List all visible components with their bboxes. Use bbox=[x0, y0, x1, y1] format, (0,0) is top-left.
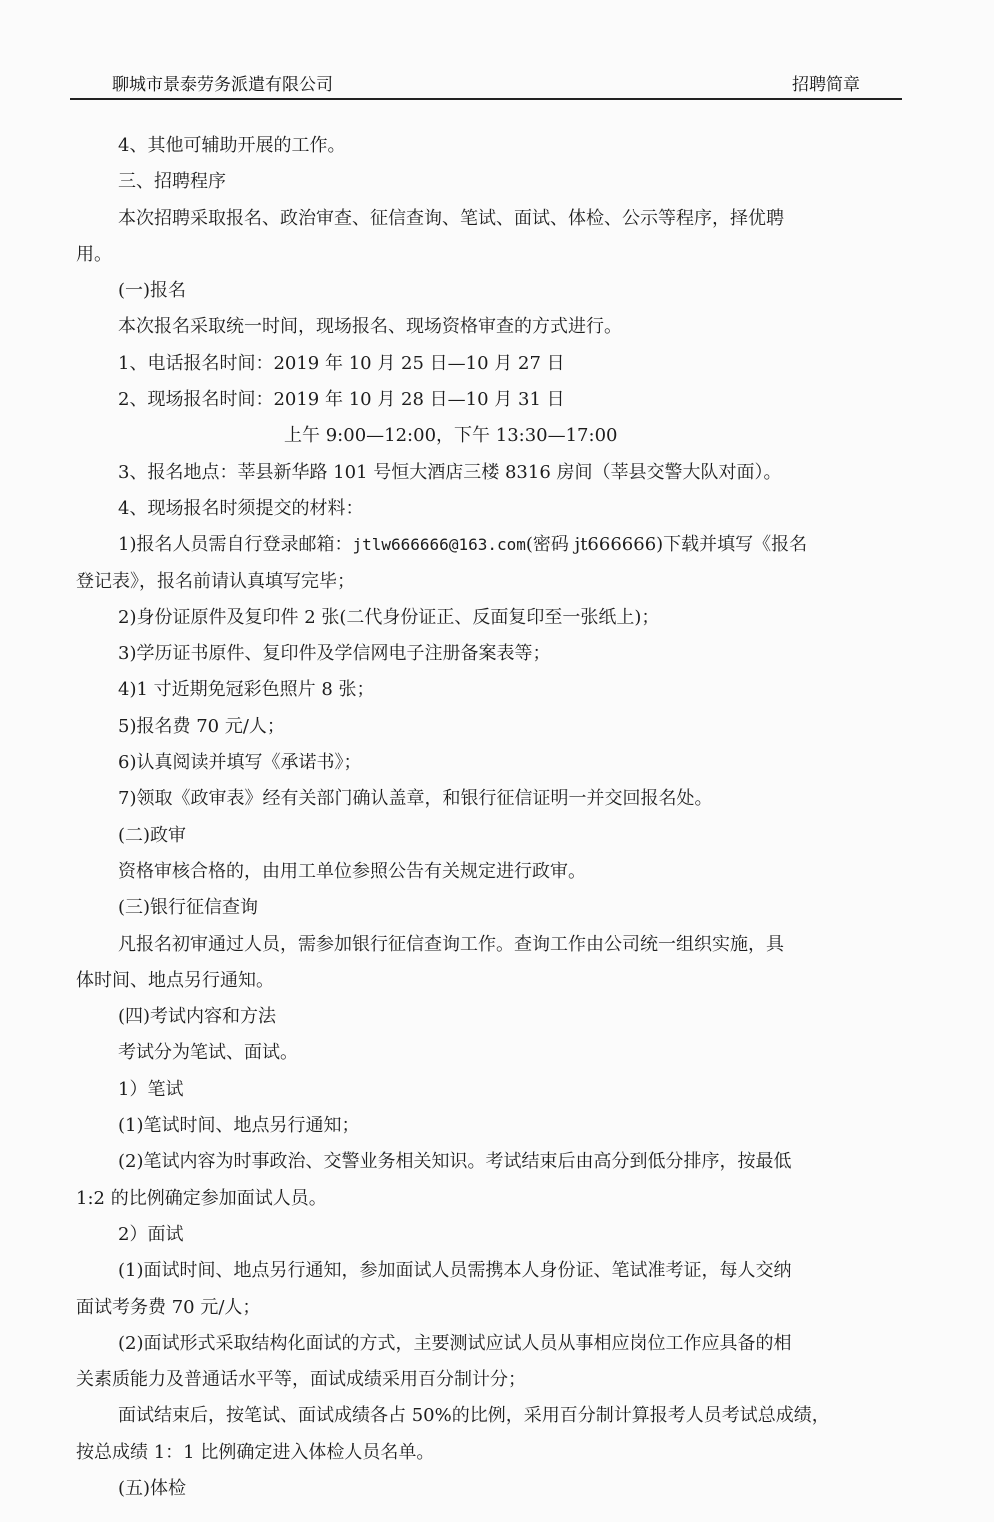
paragraph-line: 1、电话报名时间：2019 年 10 月 25 日—10 月 27 日 bbox=[118, 352, 565, 374]
paragraph-line bbox=[76, 527, 902, 563]
paragraph-line: 登记表》，报名前请认真填写完毕； bbox=[76, 570, 355, 592]
paragraph-line: 面试结束后，按笔试、面试成绩各占 50%的比例，采用百分制计算报考人员考试总成绩， bbox=[118, 1405, 830, 1427]
list-item: (2)笔试内容为时事政治、交警业务相关知识。考试结束后由高分到低分排序，按最低 bbox=[118, 1151, 792, 1173]
paragraph-line: 上午 9:00—12:00，下午 13:30—17:00 bbox=[284, 425, 618, 447]
list-item: (1)面试时间、地点另行通知，参加面试人员需携本人身份证、笔试准考证，每人交纳 bbox=[118, 1260, 792, 1282]
paragraph-line: 凡报名初审通过人员，需参加银行征信查询工作。查询工作由公司统一组织实施，具 bbox=[118, 933, 784, 955]
page-header bbox=[70, 66, 902, 100]
paragraph-line: 按总成绩 1：1 比例确定进入体检人员名单。 bbox=[76, 1441, 435, 1463]
paragraph-line: 3、报名地点：莘县新华路 101 号恒大酒店三楼 8316 房间（莘县交警大队对面）。 bbox=[118, 461, 782, 483]
paragraph-line: 体时间、地点另行通知。 bbox=[76, 969, 274, 991]
subsection-heading: (四)考试内容和方法 bbox=[118, 1006, 277, 1028]
list-item: (2)面试形式采取结构化面试的方式，主要测试应试人员从事相应岗位工作应具备的相 bbox=[118, 1332, 792, 1354]
paragraph-line: 关素质能力及普通话水平等，面试成绩采用百分制计分； bbox=[76, 1369, 526, 1391]
email-address: jtlw666666@163.com bbox=[352, 535, 526, 555]
line-text: (密码 jt666666)下载并填写《报名 bbox=[525, 534, 808, 556]
section-heading: 三、招聘程序 bbox=[118, 171, 226, 193]
list-item: (1)笔试时间、地点另行通知； bbox=[118, 1115, 360, 1137]
paragraph-line: 1:2 的比例确定参加面试人员。 bbox=[76, 1187, 327, 1209]
list-item: 3)学历证书原件、复印件及学信网电子注册备案表等； bbox=[118, 643, 551, 665]
list-item: 7)领取《政审表》经有关部门确认盖章，和银行征信证明一并交回报名处。 bbox=[118, 788, 713, 810]
paragraph-line: 本次报名采取统一时间，现场报名、现场资格审查的方式进行。 bbox=[118, 316, 622, 338]
paragraph-line: 用。 bbox=[76, 243, 112, 265]
list-item: 5)报名费 70 元/人； bbox=[118, 715, 285, 737]
subsection-heading: (五)体检 bbox=[118, 1477, 187, 1499]
list-item: 6)认真阅读并填写《承诺书》； bbox=[118, 752, 362, 774]
paragraph-line: 面试考务费 70 元/人； bbox=[76, 1296, 261, 1318]
line-text: 1)报名人员需自行登录邮箱： bbox=[118, 534, 353, 556]
document-type: 招聘简章 bbox=[792, 75, 860, 95]
item-heading: 1）笔试 bbox=[118, 1078, 184, 1100]
paragraph-line: 2、现场报名时间：2019 年 10 月 28 日—10 月 31 日 bbox=[118, 389, 565, 411]
paragraph-line: 本次招聘采取报名、政治审查、征信查询、笔试、面试、体检、公示等程序，择优聘 bbox=[118, 207, 784, 229]
paragraph-line: 资格审核合格的，由用工单位参照公告有关规定进行政审。 bbox=[118, 860, 586, 882]
paragraph-line: 考试分为笔试、面试。 bbox=[118, 1042, 298, 1064]
item-heading: 2）面试 bbox=[118, 1223, 184, 1245]
company-name: 聊城市景泰劳务派遣有限公司 bbox=[112, 75, 333, 95]
list-item: 4)1 寸近期免冠彩色照片 8 张； bbox=[118, 679, 375, 701]
subsection-heading: (三)银行征信查询 bbox=[118, 897, 259, 919]
list-item: 2)身份证原件及复印件 2 张(二代身份证正、反面复印至一张纸上)； bbox=[118, 606, 660, 628]
paragraph-line: 4、现场报名时须提交的材料： bbox=[118, 497, 364, 519]
document-body bbox=[76, 128, 902, 1507]
paragraph-line: 4、其他可辅助开展的工作。 bbox=[118, 135, 346, 156]
subsection-heading: (一)报名 bbox=[118, 280, 187, 302]
subsection-heading: (二)政审 bbox=[118, 824, 187, 846]
